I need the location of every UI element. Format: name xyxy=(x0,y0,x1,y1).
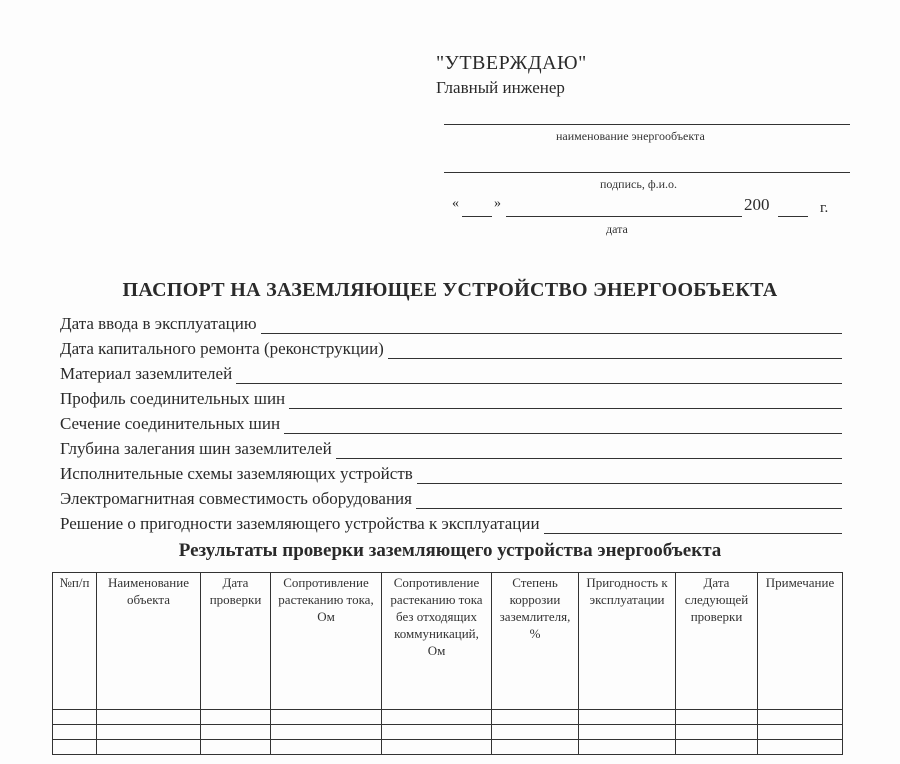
date-year-suffix: г. xyxy=(820,200,829,216)
field-commissioning-date: Дата ввода в эксплуатацию xyxy=(60,314,261,334)
field-bus-section: Сечение соединительных шин xyxy=(60,414,284,434)
field-emc: Электромагнитная совместимость оборудования xyxy=(60,489,416,509)
document-title: ПАСПОРТ НА ЗАЗЕМЛЯЮЩЕЕ УСТРОЙСТВО ЭНЕРГООБЪЕКТА xyxy=(122,279,778,301)
signature-caption: подпись, ф.и.о. xyxy=(600,177,678,191)
approval-role: Главный инженер xyxy=(436,78,565,97)
col-resistance-no-comms: Сопротивление растеканию тока без отходящих коммуникаций, Ом xyxy=(382,573,492,710)
col-object-name: Наименование объекта xyxy=(97,573,201,710)
approval-title: "УТВЕРЖДАЮ" xyxy=(436,52,587,74)
org-caption: наименование энергообъекта xyxy=(556,129,705,143)
field-fitness-decision: Решение о пригодности заземляющего устройства к эксплуатации xyxy=(60,514,544,534)
results-table xyxy=(52,572,843,755)
field-electrode-material: Материал заземлителей xyxy=(60,364,236,384)
field-overhaul-date: Дата капитального ремонта (реконструкции) xyxy=(60,339,388,359)
field-bus-depth: Глубина залегания шин заземлителей xyxy=(60,439,336,459)
field-as-built-schemes: Исполнительные схемы заземляющих устройств xyxy=(60,464,417,484)
day-line xyxy=(462,216,492,217)
col-note: Примечание xyxy=(758,573,843,710)
date-open-quote: « xyxy=(452,196,459,211)
table-header-row xyxy=(53,573,843,710)
table-row xyxy=(53,725,843,740)
signature-line xyxy=(444,172,850,173)
org-line xyxy=(444,124,850,125)
date-caption: дата xyxy=(606,222,628,236)
col-resistance: Сопротивление растеканию тока, Ом xyxy=(271,573,382,710)
col-number: №п/п xyxy=(53,573,97,710)
col-corrosion: Степень коррозии заземлителя, % xyxy=(492,573,579,710)
date-year-prefix: 200 xyxy=(744,195,770,214)
date-close-quote: » xyxy=(494,196,501,211)
field-bus-profile: Профиль соединительных шин xyxy=(60,389,289,409)
month-line xyxy=(506,216,742,217)
col-check-date: Дата проверки xyxy=(201,573,271,710)
results-title: Результаты проверки заземляющего устройства энергообъекта xyxy=(178,540,722,561)
col-next-check-date: Дата следующей проверки xyxy=(676,573,758,710)
year-line xyxy=(778,216,808,217)
table-row xyxy=(53,740,843,755)
col-fitness: Пригодность к эксплуатации xyxy=(579,573,676,710)
table-row xyxy=(53,710,843,725)
